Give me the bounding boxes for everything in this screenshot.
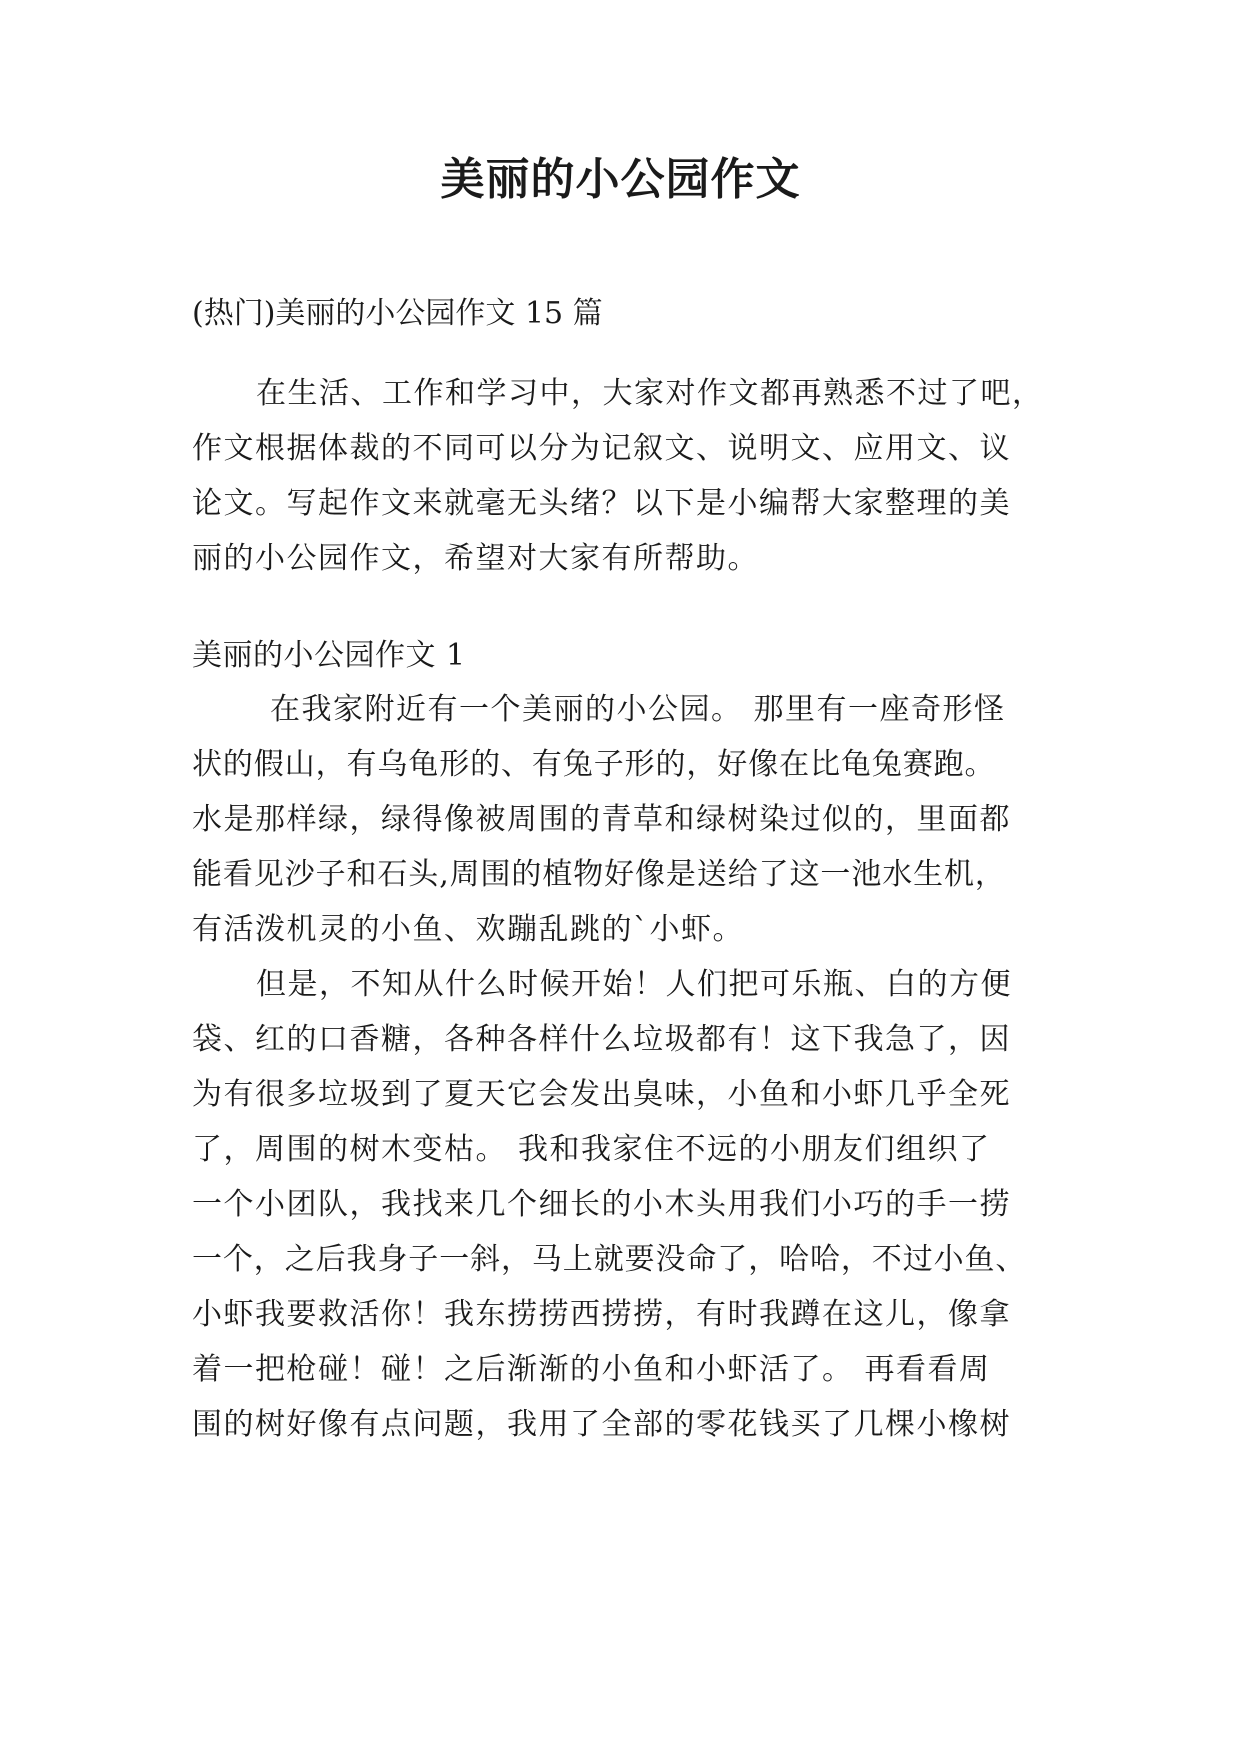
- intro-line: 丽的小公园作文，希望对大家有所帮助。: [192, 541, 759, 576]
- paragraph-line: 在我家附近有一个美丽的小公园。 那里有一座奇形怪: [270, 692, 1006, 727]
- paragraph-line: 但是，不知从什么时候开始！人们把可乐瓶、白的方便: [256, 967, 1012, 1002]
- paragraph-line: 有活泼机灵的小鱼、欢蹦乱跳的`小虾。: [192, 912, 744, 947]
- intro-line: 在生活、工作和学习中，大家对作文都再熟悉不过了吧，: [256, 376, 1044, 411]
- paragraph-line: 围的树好像有点问题，我用了全部的零花钱买了几棵小橡树: [192, 1407, 1011, 1442]
- paragraph-line: 水是那样绿，绿得像被周围的青草和绿树染过似的，里面都: [192, 802, 1011, 837]
- paragraph-line: 一个，之后我身子一斜，马上就要没命了，哈哈，不过小鱼、: [192, 1242, 1027, 1277]
- document-title: 美丽的小公园作文: [440, 154, 801, 205]
- paragraph-line: 了，周围的树木变枯。 我和我家住不远的小朋友们组织了: [192, 1132, 991, 1167]
- paragraph-line: 小虾我要救活你！我东捞捞西捞捞，有时我蹲在这儿，像拿: [192, 1297, 1011, 1332]
- section-heading: 美丽的小公园作文 1: [192, 638, 466, 673]
- paragraph-line: 状的假山，有乌龟形的、有兔子形的，好像在比龟兔赛跑。: [192, 747, 996, 782]
- paragraph-line: 袋、红的口香糖，各种各样什么垃圾都有！这下我急了，因: [192, 1022, 1011, 1057]
- paragraph-line: 着一把枪碰！碰！之后渐渐的小鱼和小虾活了。 再看看周: [192, 1352, 991, 1387]
- paragraph-line: 一个小团队，我找来几个细长的小木头用我们小巧的手一捞: [192, 1187, 1011, 1222]
- intro-line: 作文根据体裁的不同可以分为记叙文、说明文、应用文、议: [192, 431, 1011, 466]
- paragraph-line: 为有很多垃圾到了夏天它会发出臭味，小鱼和小虾几乎全死: [192, 1077, 1011, 1112]
- document-subtitle: (热门)美丽的小公园作文 15 篇: [192, 296, 603, 331]
- intro-line: 论文。写起作文来就毫无头绪？以下是小编帮大家整理的美: [192, 486, 1011, 521]
- paragraph-line: 能看见沙子和石头,周围的植物好像是送给了这一池水生机，: [192, 857, 1006, 892]
